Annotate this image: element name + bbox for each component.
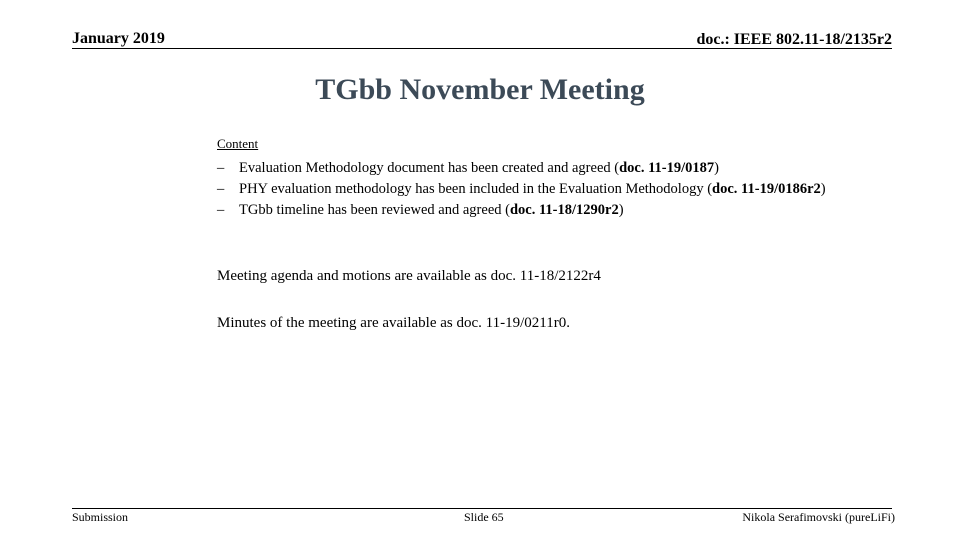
footer-author: Nikola Serafimovski (pureLiFi) (742, 510, 895, 524)
header-doc-id: doc.: IEEE 802.11-18/2135r2 (696, 31, 892, 48)
slide-title: TGbb November Meeting (315, 73, 645, 106)
bullet-list (217, 158, 837, 221)
header-divider (72, 48, 892, 49)
dash-icon: – (217, 181, 225, 197)
content-section (217, 136, 837, 221)
bullet-doc-ref: doc. 11-18/1290r2 (509, 202, 619, 218)
bullet-text: PHY evaluation methodology has been included in the Evaluation Methodology ( (239, 181, 713, 197)
bullet-tail: ) (618, 202, 624, 218)
dash-icon: – (217, 160, 225, 176)
bullet-doc-ref: doc. 11-19/0186r2 (712, 181, 821, 197)
footer-slide-number: Slide 65 (464, 510, 504, 524)
bullet-item (217, 200, 837, 221)
content-label: Content (217, 136, 259, 151)
bullet-tail: ) (714, 160, 719, 176)
footer-divider (72, 508, 892, 509)
header-date: January 2019 (72, 30, 165, 47)
bullet-item (217, 158, 837, 179)
bullet-item (217, 179, 837, 200)
bullet-text: Evaluation Methodology document has been created and agreed ( (239, 160, 620, 176)
bullet-tail: ) (820, 181, 826, 197)
bullet-text: TGbb timeline has been reviewed and agreed ( (239, 202, 510, 218)
footer-submission: Submission (72, 510, 129, 524)
agenda-paragraph: Meeting agenda and motions are available as doc. 11-18/2122r4 (217, 268, 601, 284)
dash-icon: – (217, 202, 225, 218)
minutes-paragraph: Minutes of the meeting are available as doc. 11-19/0211r0. (217, 315, 570, 331)
bullet-doc-ref: doc. 11-19/0187 (619, 160, 715, 176)
